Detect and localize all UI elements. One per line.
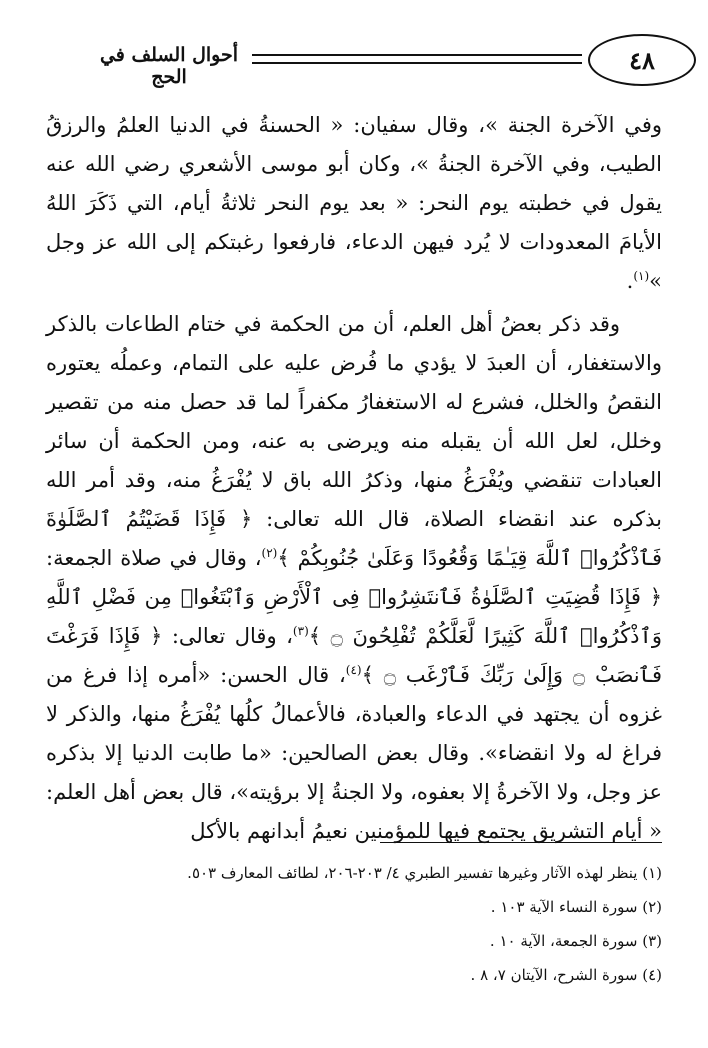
paragraph-2-text-4: ، قال الحسن: «أمره إذا فرغ من غزوه أن يجتهد في الدعاء والعبادة، فالأعمالُ كلُها يُفْرَغُ منها، والذكر لا فراغ له ولا انقضاء». وقال بعض الصالحين: «ما طابت الدنيا إلا بذكره عز وجل، ولا الآخرةُ إلا بعفوه، ولا الجنةُ إلا برؤيته»، قال بعض أهل العلم: « أيام التشريق يجتمع فيها للمؤمنين نعيمُ أبدانهم بالأكل <box>46 663 662 843</box>
footnote-2: (٢) سورة النساء الآية ١٠٣ . <box>490 898 662 916</box>
footnote-3: (٣) سورة الجمعة، الآية ١٠ . <box>489 932 662 950</box>
paragraph-2-text: وقد ذكر بعضُ أهل العلم، أن من الحكمة في ختام الطاعات بالذكر والاستغفار، أن العبدَ لا يؤدي ما فُرض عليه على التمام، وعملُه يعتوره النقصُ والخلل، فشرع له الاستغفارُ مكفراً لما قد حصل منه من تقصير وخلل، لعل الله أن يقبله منه ويرضى به عنه، ومن الحكمة أن سائر العبادات تنقضي ويُفْرَغُ منها، وذكرُ الله باق لا يُفْرَغُ منه، وقد أمر الله بذكره عند انقضاء الصلاة، قال الله تعالى: <box>46 312 662 531</box>
paragraph-2-text-3: ، وقال تعالى: <box>171 624 293 648</box>
paragraph-1: وفي الآخرة الجنة »، وقال سفيان: « الحسنةُ في الدنيا العلمُ والرزقُ الطيب، وفي الآخرة الجنةُ »، وكان أبو موسى الأشعري رضي الله عنه يقول في خطبته يوم النحر: « بعد يوم النحر ثلاثةُ أيام، التي ذَكَرَ اللهُ الأيامَ المعدودات لا يُرد فيهن الدعاء، فارفعوا رغبتكم إلى الله عز وجل »$^{(١)}$. <box>46 113 662 293</box>
quran-verse-1: ﴿ فَإِذَا قَضَيْتُمُ ٱلصَّلَوٰةَ فَٱذْكُرُوا۟ ٱللَّهَ قِيَـٰمًا وَقُعُودًا وَعَلَىٰ جُنُوبِكُمْ ﴾ <box>46 507 662 570</box>
footnote-ref-1: (١) <box>633 269 650 283</box>
footnote-1: (١) ينظر لهذه الآثار وغيرها تفسير الطبري ٤/ ٢٠٣-٢٠٦، لطائف المعارف ٥٠٣. <box>187 864 662 882</box>
footnote-separator <box>380 842 662 843</box>
paragraph-2-text-2: ، وقال في صلاة الجمعة: <box>46 546 262 570</box>
main-text <box>46 106 662 851</box>
header-rule <box>252 54 582 64</box>
quran-verse-2: ﴿ فَإِذَا قُضِيَتِ ٱلصَّلَوٰةُ فَٱنتَشِرُوا۟ فِى ٱلْأَرْضِ وَٱبْتَغُوا۟ مِن فَضْلِ ٱللَّهِ وَٱذْكُرُوا۟ ٱللَّهَ كَثِيرًا لَّعَلَّكُمْ تُفْلِحُونَ ۝ ﴾ <box>46 585 662 648</box>
page-header <box>40 30 670 86</box>
paragraph-1-text: وفي الآخرة الجنة »، وقال سفيان: « الحسنةُ في الدنيا العلمُ والرزقُ الطيب، وفي الآخرة الجنةُ »، وكان أبو موسى الأشعري رضي الله عنه يقول في خطبته يوم النحر: « بعد يوم النحر ثلاثةُ أيام، التي ذَكَرَ اللهُ الأيامَ المعدودات لا يُرد فيهن الدعاء، فارفعوا رغبتكم إلى الله عز وجل » <box>46 113 662 293</box>
paragraph-2 <box>46 305 662 851</box>
footnotes <box>46 856 662 992</box>
footnote-ref-4: (٤) <box>345 663 362 677</box>
footnote-ref-2: (٢) <box>261 546 278 560</box>
footnote-ref-3: (٣) <box>292 624 309 638</box>
footnote-4: (٤) سورة الشرح، الآيتان ٧، ٨ . <box>470 966 662 984</box>
running-title: أحوال السلف في الحج <box>99 44 239 88</box>
quran-verse-3: ﴿ فَإِذَا فَرَغْتَ فَٱنصَبْ ۝ وَإِلَىٰ رَبِّكَ فَٱرْغَب ۝ ﴾ <box>46 624 662 687</box>
page-number: ٤٨ <box>588 34 696 86</box>
